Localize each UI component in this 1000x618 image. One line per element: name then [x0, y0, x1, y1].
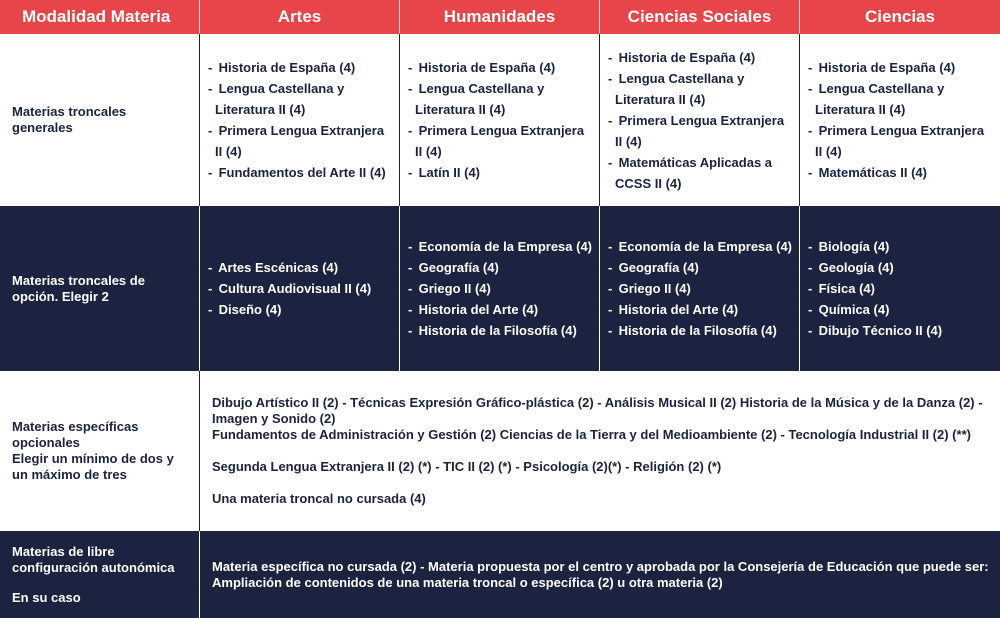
especificas-text: Dibujo Artístico II (2) - Técnicas Expresión Gráfico-plástica (2) - Análisis Musical II (2) Historia de la Música y de la Danza (2) - Imagen y Sonido (2) [212, 395, 983, 426]
bullet-dash: - [408, 302, 413, 317]
subject-text: Dibujo Técnico II (4) [815, 323, 943, 338]
subject-text: Historia de España (4) [615, 49, 756, 65]
subject-text: Matemáticas Aplicadas a CCSS II (4) [615, 154, 773, 191]
subject-text: Lengua Castellana y Literatura II (4) [215, 81, 345, 117]
cell-troncales-generales-artes [200, 34, 400, 206]
bullet-dash: - [408, 281, 413, 296]
bullet-dash: - [208, 281, 213, 296]
header-humanidades: Humanidades [400, 0, 600, 34]
subject-item [408, 257, 593, 278]
subject-text: Lengua Castellana y Literatura II (4) [415, 81, 545, 117]
bullet-dash: - [208, 165, 213, 180]
bullet-dash: - [608, 154, 613, 170]
cell-libre-configuracion [200, 531, 1000, 618]
libre-text: Ampliación de contenidos de una materia troncal o específica (2) u otra materia (2) [212, 574, 723, 590]
cell-troncales-opcion-ciencias-sociales [600, 206, 800, 371]
bullet-dash: - [608, 70, 613, 86]
subject-item [808, 57, 994, 78]
bullet-dash: - [808, 281, 813, 296]
subject-text: Griego II (4) [415, 281, 491, 296]
bullet-dash: - [608, 260, 613, 275]
bullet-dash: - [808, 81, 813, 96]
cell-troncales-generales-ciencias [800, 34, 1000, 206]
cell-troncales-opcion-ciencias [800, 206, 1000, 371]
bullet-dash: - [208, 60, 213, 75]
subject-text: Geología (4) [815, 260, 894, 275]
row-label-line: Materias troncales [12, 104, 127, 119]
subject-item [208, 278, 393, 299]
subject-text: Geografía (4) [615, 260, 699, 275]
cell-especificas [200, 371, 1000, 531]
subject-text: Griego II (4) [615, 281, 691, 296]
subject-item [408, 320, 593, 341]
bullet-dash: - [808, 239, 813, 254]
bullet-dash: - [408, 239, 413, 254]
subject-item [608, 236, 793, 257]
bullet-dash: - [608, 49, 613, 65]
subject-text: Química (4) [815, 302, 890, 317]
row-label-line: Materias específicas [12, 419, 139, 434]
subject-item [408, 57, 593, 78]
subject-text: Economía de la Empresa (4) [615, 239, 793, 254]
subject-text: Economía de la Empresa (4) [415, 239, 593, 254]
subject-list [608, 47, 793, 194]
bullet-dash: - [208, 123, 213, 138]
row-label-especificas [0, 371, 200, 531]
subject-item [808, 320, 994, 341]
row-label-troncales-opcion [0, 206, 200, 371]
row-label-line: un máximo de tres [12, 467, 127, 482]
bullet-dash: - [608, 302, 613, 317]
bullet-dash: - [408, 323, 413, 338]
subject-text: Primera Lengua Extranjera II (4) [215, 123, 385, 159]
bullet-dash: - [408, 260, 413, 275]
subject-item [608, 68, 793, 110]
bullet-dash: - [808, 323, 813, 338]
bullet-dash: - [608, 323, 613, 338]
subject-text: Matemáticas II (4) [815, 165, 927, 180]
row-label-line: Elegir un mínimo de dos y [12, 451, 174, 466]
subject-list [808, 236, 994, 341]
subject-item [808, 278, 994, 299]
subject-text: Física (4) [815, 281, 875, 296]
subject-list [208, 57, 393, 183]
header-ciencias-sociales: Ciencias Sociales [600, 0, 800, 34]
subject-text: Lengua Castellana y Literatura II (4) [615, 70, 745, 107]
row-label-line: Materias troncales de [12, 272, 145, 288]
bullet-dash: - [608, 281, 613, 296]
subject-item [608, 110, 793, 152]
bullet-dash: - [208, 302, 213, 317]
bullet-dash: - [408, 60, 413, 75]
subject-item [808, 162, 994, 183]
bullet-dash: - [808, 302, 813, 317]
subject-text: Primera Lengua Extranjera II (4) [815, 123, 985, 159]
bullet-dash: - [808, 60, 813, 75]
subject-item [608, 47, 793, 68]
bullet-dash: - [408, 123, 413, 138]
header-ciencias: Ciencias [800, 0, 1000, 34]
row-label-line: En su caso [12, 589, 81, 605]
row-label-troncales-generales [0, 34, 200, 206]
cell-troncales-generales-ciencias-sociales [600, 34, 800, 206]
subject-list [208, 257, 393, 320]
subject-item [808, 120, 994, 162]
bullet-dash: - [208, 260, 213, 275]
bullet-dash: - [408, 81, 413, 96]
cell-troncales-generales-humanidades [400, 34, 600, 206]
subject-item [208, 120, 393, 162]
row-label-line: opcionales [12, 435, 80, 450]
subject-list [408, 57, 593, 183]
subject-text: Biología (4) [815, 239, 890, 254]
header-artes: Artes [200, 0, 400, 34]
subject-text: Historia de España (4) [415, 60, 556, 75]
row-label-libre-configuracion [0, 531, 200, 618]
subject-item [208, 78, 393, 120]
subject-item [808, 236, 994, 257]
bullet-dash: - [808, 123, 813, 138]
subject-text: Fundamentos del Arte II (4) [215, 165, 386, 180]
subject-item [608, 278, 793, 299]
subject-item [808, 78, 994, 120]
subject-list [408, 236, 593, 341]
cell-troncales-opcion-artes [200, 206, 400, 371]
subject-text: Primera Lengua Extranjera II (4) [615, 112, 785, 149]
subject-text: Lengua Castellana y Literatura II (4) [815, 81, 945, 117]
header-modalidad-materia: Modalidad Materia [0, 0, 200, 34]
subject-text: Historia del Arte (4) [415, 302, 539, 317]
subject-item [408, 120, 593, 162]
row-label-line: generales [12, 120, 73, 135]
subject-item [608, 299, 793, 320]
subject-item [608, 257, 793, 278]
subject-item [408, 78, 593, 120]
bullet-dash: - [208, 81, 213, 96]
subject-item [408, 299, 593, 320]
subject-item [208, 162, 393, 183]
bullet-dash: - [808, 165, 813, 180]
cell-troncales-opcion-humanidades [400, 206, 600, 371]
subject-list [608, 236, 793, 341]
subject-text: Historia de España (4) [815, 60, 956, 75]
subject-item [208, 57, 393, 78]
row-label-line: configuración autonómica [12, 559, 175, 575]
subject-text: Latín II (4) [415, 165, 480, 180]
subject-item [608, 320, 793, 341]
subject-item [408, 236, 593, 257]
subject-text: Primera Lengua Extranjera II (4) [415, 123, 585, 159]
subject-item [808, 257, 994, 278]
subject-text: Artes Escénicas (4) [215, 260, 339, 275]
subject-list [808, 57, 994, 183]
subject-item [808, 299, 994, 320]
especificas-text: Fundamentos de Administración y Gestión (2) Ciencias de la Tierra y del Medioambiente (2) - Tecnología Industrial II (2) (**) [212, 427, 971, 442]
especificas-text: Una materia troncal no cursada (4) [212, 491, 426, 506]
bullet-dash: - [608, 239, 613, 254]
bullet-dash: - [608, 112, 613, 128]
subject-text: Diseño (4) [215, 302, 282, 317]
subject-text: Historia de España (4) [215, 60, 356, 75]
bullet-dash: - [408, 165, 413, 180]
row-label-line: opción. Elegir 2 [12, 288, 109, 304]
subject-text: Geografía (4) [415, 260, 499, 275]
subject-item [208, 257, 393, 278]
subject-text: Historia de la Filosofía (4) [415, 323, 577, 338]
especificas-text: Segunda Lengua Extranjera II (2) (*) - TIC II (2) (*) - Psicología (2)(*) - Religión (2) (*) [212, 459, 722, 474]
subject-item [408, 278, 593, 299]
row-label-line: Materias de libre [12, 543, 115, 559]
bullet-dash: - [808, 260, 813, 275]
subject-text: Historia de la Filosofía (4) [615, 323, 777, 338]
subject-text: Cultura Audiovisual II (4) [215, 281, 372, 296]
subject-text: Historia del Arte (4) [615, 302, 739, 317]
subject-item [408, 162, 593, 183]
libre-text: Materia específica no cursada (2) - Materia propuesta por el centro y aprobada por la Consejería de Educación que puede ser: [212, 558, 989, 574]
subject-item [208, 299, 393, 320]
subject-item [608, 152, 793, 194]
